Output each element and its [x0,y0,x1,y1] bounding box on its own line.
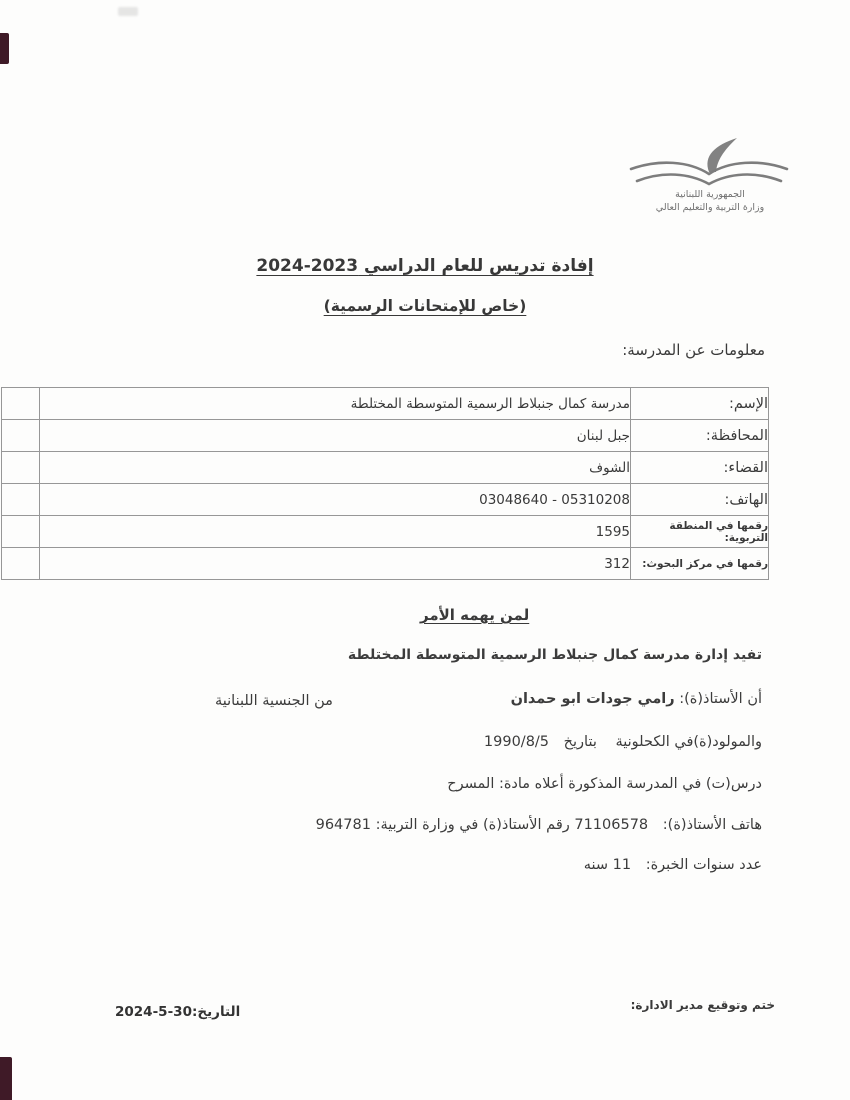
ministry-open-book-logo [625,136,795,188]
birth-line [484,734,762,750]
district-value: الشوف [40,452,631,484]
experience-line [584,857,762,873]
school-name-value: مدرسة كمال جنبلاط الرسمية المتوسطة المختلطة [40,388,631,420]
ministry-header [615,136,805,214]
title-text: إفادة تدريس للعام الدراسي [364,256,594,276]
school-name-label: الإسم: [631,388,769,420]
empty-cell [2,388,40,420]
subject-label: درس(ت) في المدرسة المذكورة أعلاه مادة: [498,776,762,792]
subject-value: المسرح [447,776,495,792]
date-label: التاريخ: [191,1004,241,1020]
educational-zone-number-value: 1595 [40,516,631,548]
teacher-phone-value: 71106578 [574,817,649,833]
birth-date-value: 1990/8/5 [483,734,550,750]
empty-cell [2,548,40,580]
governorate-value: جبل لبنان [40,420,631,452]
school-info-heading: معلومات عن المدرسة: [622,341,765,359]
educational-zone-number-label: رقمها في المنطقة التربوية: [631,516,769,548]
district-label: القضاء: [631,452,769,484]
research-center-number-label: رقمها في مركز البحوث: [631,548,769,580]
teacher-line [511,691,762,707]
empty-cell [2,420,40,452]
teacher-phone-label: هاتف الأستاذ(ة): [662,817,762,833]
table-row [2,452,769,484]
teacher-name: رامي جودات ابو حمدان [510,691,675,707]
republic-name: الجمهورية اللبنانية [675,189,745,200]
governorate-label: المحافظة: [631,420,769,452]
birth-date-label: بتاريخ [563,734,597,750]
table-row [2,548,769,580]
school-info-table [1,387,769,580]
ministry-name: وزارة التربية والتعليم العالي [655,202,765,213]
date-value: 2024-5-30 [115,1004,192,1020]
phone-value: 03048640 - 05310208 [40,484,631,516]
born-label: والمولود(ة)في الكحلونية [615,734,762,750]
table-row [2,420,769,452]
ministry-id-value: 964781 [315,817,371,833]
table-row [2,388,769,420]
experience-value: 11 سنه [583,857,632,873]
experience-label: عدد سنوات الخبرة: [645,857,762,873]
table-row [2,516,769,548]
empty-cell [2,484,40,516]
empty-cell [2,516,40,548]
table-row [2,484,769,516]
phone-label: الهاتف: [631,484,769,516]
subject-line [447,776,762,792]
scan-artifact-bottom-left [0,1057,12,1100]
title-line-1 [0,256,850,276]
empty-cell [2,452,40,484]
title-line-2: (خاص للإمتحانات الرسمية) [323,297,527,315]
nationality-text: من الجنسية اللبنانية [215,693,333,709]
research-center-number-value: 312 [40,548,631,580]
title-academic-years: 2024-2023 [256,256,359,276]
phone-id-line [316,817,762,833]
scan-artifact-top-left [0,33,9,64]
teacher-label: أن الأستاذ(ة): [679,691,762,707]
ministry-id-label: رقم الأستاذ(ة) في وزارة التربية: [375,817,570,833]
stamp-signature-label: ختم وتوقيع مدير الادارة: [630,998,775,1012]
document-title [0,256,850,315]
scan-speck [118,7,138,16]
certify-line: تفيد إدارة مدرسة كمال جنبلاط الرسمية المتوسطة المختلطة [347,647,762,663]
salutation: لمن يهمه الأمر [420,606,530,624]
date-line [115,1004,240,1020]
